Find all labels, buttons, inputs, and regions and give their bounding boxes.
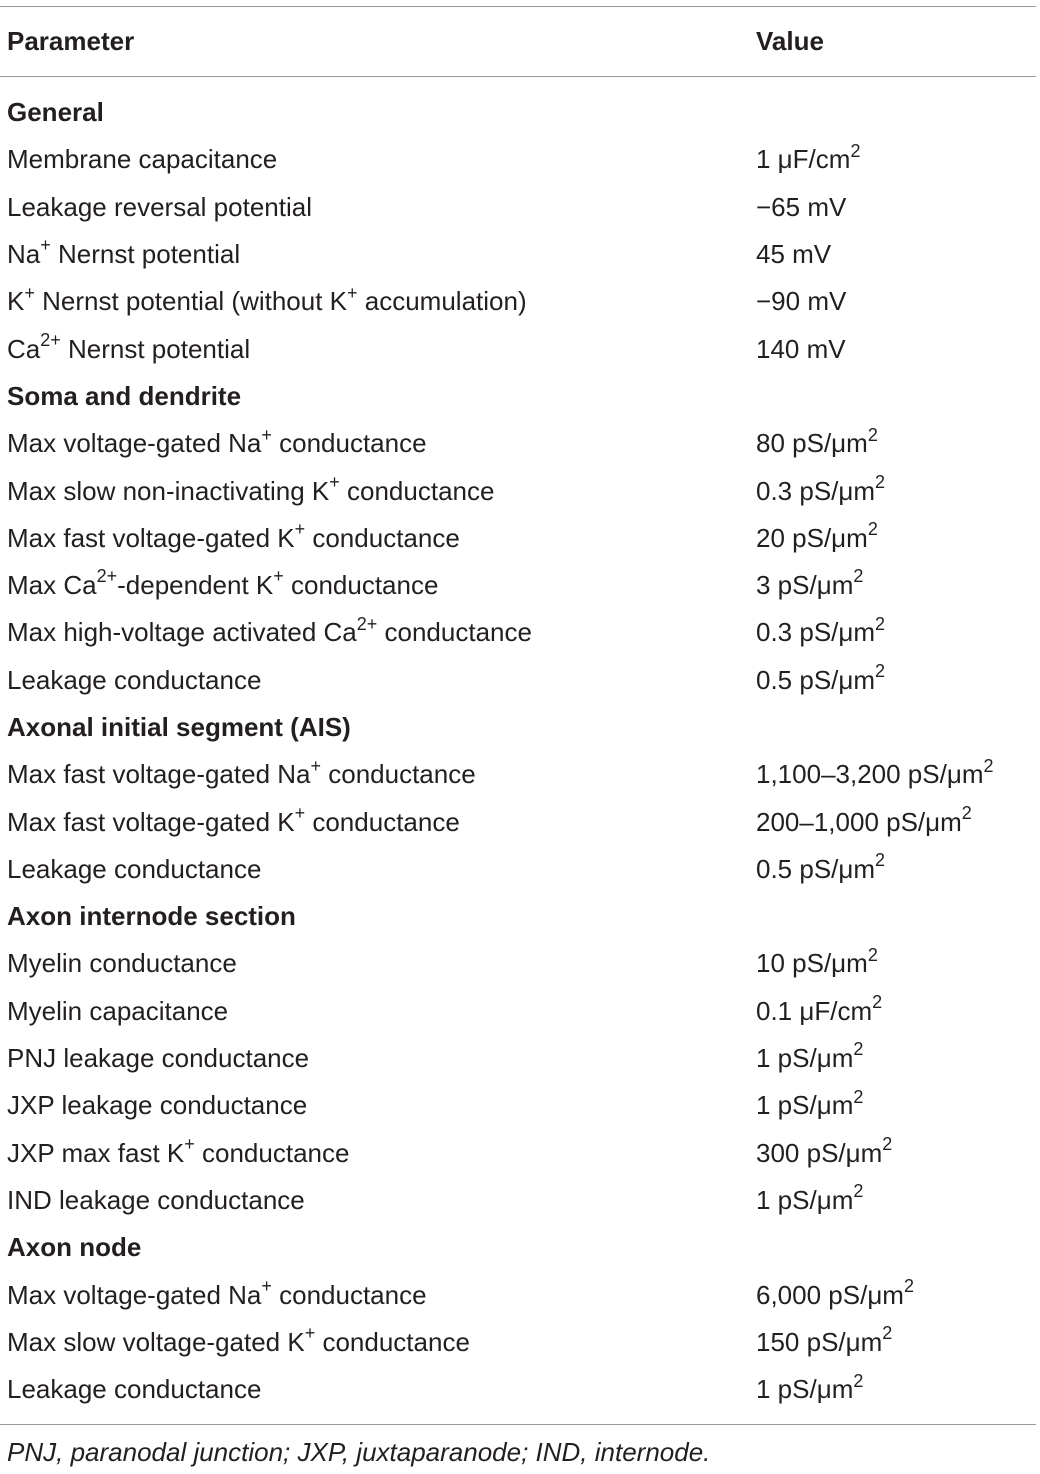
value-cell: 10 $pS/\mu m^2$ bbox=[756, 944, 878, 979]
table-row bbox=[0, 1082, 1036, 1129]
parameter-cell: Max slow voltage-gated K+ conductance bbox=[7, 1323, 470, 1357]
value-cell: 150 $pS/\mu m^2$ bbox=[756, 1323, 893, 1357]
value-cell: 80 $pS/\mu m^2$ bbox=[756, 424, 878, 459]
parameter-cell: Leakage conductance bbox=[7, 1374, 262, 1405]
section-heading-row bbox=[0, 1224, 1036, 1271]
parameter-cell: Na+ Nernst potential bbox=[7, 235, 241, 270]
header-parameter: Parameter bbox=[7, 26, 135, 56]
table-row bbox=[0, 1177, 1036, 1224]
table-row bbox=[0, 136, 1036, 183]
table-row bbox=[0, 798, 1036, 845]
table-row bbox=[0, 1271, 1036, 1318]
table-row bbox=[0, 562, 1036, 609]
table-bottom-rule-wrap bbox=[0, 1424, 1036, 1425]
parameter-cell: Max voltage-gated Na+ conductance bbox=[7, 1275, 427, 1310]
value-cell: 6,000 $pS/\mu m^2$ bbox=[756, 1275, 914, 1310]
value-cell: 0.3 $pS/\mu m^2$ bbox=[756, 471, 886, 506]
parameter-cell: Leakage conductance bbox=[7, 664, 262, 695]
value-cell: 0.1 $\mu F/cm^2$ bbox=[756, 992, 883, 1026]
parameter-cell: Max slow non-inactivating K+ conductance bbox=[7, 471, 495, 506]
table-row bbox=[0, 231, 1036, 278]
value-cell: 140 mV bbox=[756, 333, 846, 364]
table-row bbox=[0, 420, 1036, 467]
table-row bbox=[0, 846, 1036, 893]
value-cell: 1 $pS/\mu m^2$ bbox=[756, 1039, 864, 1074]
parameter-cell: Max fast voltage-gated Na+ conductance bbox=[7, 755, 476, 790]
parameter-cell: K+ Nernst potential (without K+ accumulation) bbox=[7, 282, 527, 317]
value-cell: 300 $pS/\mu m^2$ bbox=[756, 1134, 893, 1168]
table-row bbox=[0, 1319, 1036, 1366]
section-heading: Axonal initial segment (AIS) bbox=[7, 712, 351, 742]
parameter-cell: Myelin conductance bbox=[7, 948, 237, 979]
value-cell: −65 mV bbox=[756, 191, 847, 222]
value-cell: 1 $pS/\mu m^2$ bbox=[756, 1181, 864, 1215]
value-cell: 0.5 $pS/\mu m^2$ bbox=[756, 661, 886, 695]
table-row bbox=[0, 515, 1036, 562]
section-heading: General bbox=[7, 97, 104, 128]
table-header-row bbox=[0, 7, 1036, 76]
table-body bbox=[0, 77, 1036, 1413]
table-row bbox=[0, 609, 1036, 656]
table-footnote: PNJ, paranodal junction; JXP, juxtaparanode; IND, internode. bbox=[7, 1437, 711, 1467]
parameter-cell: $Ca^{2+}$ Nernst potential bbox=[7, 329, 251, 364]
table-row bbox=[0, 1130, 1036, 1177]
parameter-cell: Max fast voltage-gated K+ conductance bbox=[7, 519, 460, 553]
value-cell: 1,100–3,200 $pS/\mu m^2$ bbox=[756, 755, 994, 790]
parameter-cell: Max high-voltage activated $Ca^{2+}$ conductance bbox=[7, 613, 532, 648]
table-row bbox=[0, 940, 1036, 987]
table-row bbox=[0, 278, 1036, 325]
value-cell: −90 mV bbox=[756, 286, 847, 317]
section-heading: Axon node bbox=[7, 1232, 142, 1263]
parameter-cell: Max voltage-gated Na+ conductance bbox=[7, 424, 427, 459]
header-value: Value bbox=[756, 26, 824, 56]
table-row bbox=[0, 1035, 1036, 1082]
value-cell: 200–1,000 $pS/\mu m^2$ bbox=[756, 802, 972, 837]
table-bottom-rule bbox=[0, 1424, 1036, 1425]
parameter-cell: Leakage reversal potential bbox=[7, 191, 312, 222]
parameter-cell: JXP max fast K+ conductance bbox=[7, 1134, 350, 1168]
section-heading-row bbox=[0, 373, 1036, 420]
table-row bbox=[0, 1366, 1036, 1413]
value-cell: 20 $pS/\mu m^2$ bbox=[756, 519, 878, 553]
value-cell: 45 mV bbox=[756, 239, 832, 270]
value-cell: 1 $pS/\mu m^2$ bbox=[756, 1086, 864, 1121]
table-row bbox=[0, 751, 1036, 798]
value-cell: 0.3 $pS/\mu m^2$ bbox=[756, 613, 886, 648]
parameter-cell: Membrane capacitance bbox=[7, 144, 278, 175]
parameter-cell: Myelin capacitance bbox=[7, 995, 229, 1026]
section-heading-row bbox=[0, 704, 1036, 751]
value-cell: 1 $pS/\mu m^2$ bbox=[756, 1370, 864, 1405]
parameter-cell: Max $Ca^{2+}$-dependent K+ conductance bbox=[7, 566, 439, 601]
section-heading-row bbox=[0, 893, 1036, 940]
parameter-cell: Leakage conductance bbox=[7, 853, 262, 884]
section-heading: Soma and dendrite bbox=[7, 380, 242, 411]
value-cell: 0.5 $pS/\mu m^2$ bbox=[756, 850, 886, 884]
parameter-cell: Max fast voltage-gated K+ conductance bbox=[7, 802, 460, 837]
parameter-cell: PNJ leakage conductance bbox=[7, 1043, 310, 1074]
value-cell: 1 $\mu F/cm^2$ bbox=[756, 140, 861, 175]
parameter-cell: IND leakage conductance bbox=[7, 1184, 305, 1215]
parameter-table bbox=[0, 6, 1036, 1413]
value-cell: 3 $pS/\mu m^2$ bbox=[756, 566, 864, 601]
parameter-cell: JXP leakage conductance bbox=[7, 1090, 308, 1121]
section-heading-row bbox=[0, 89, 1036, 136]
table-row bbox=[0, 657, 1036, 704]
table-row bbox=[0, 325, 1036, 372]
table-row bbox=[0, 467, 1036, 514]
section-heading: Axon internode section bbox=[7, 901, 296, 932]
table-row bbox=[0, 184, 1036, 231]
table-row bbox=[0, 988, 1036, 1035]
